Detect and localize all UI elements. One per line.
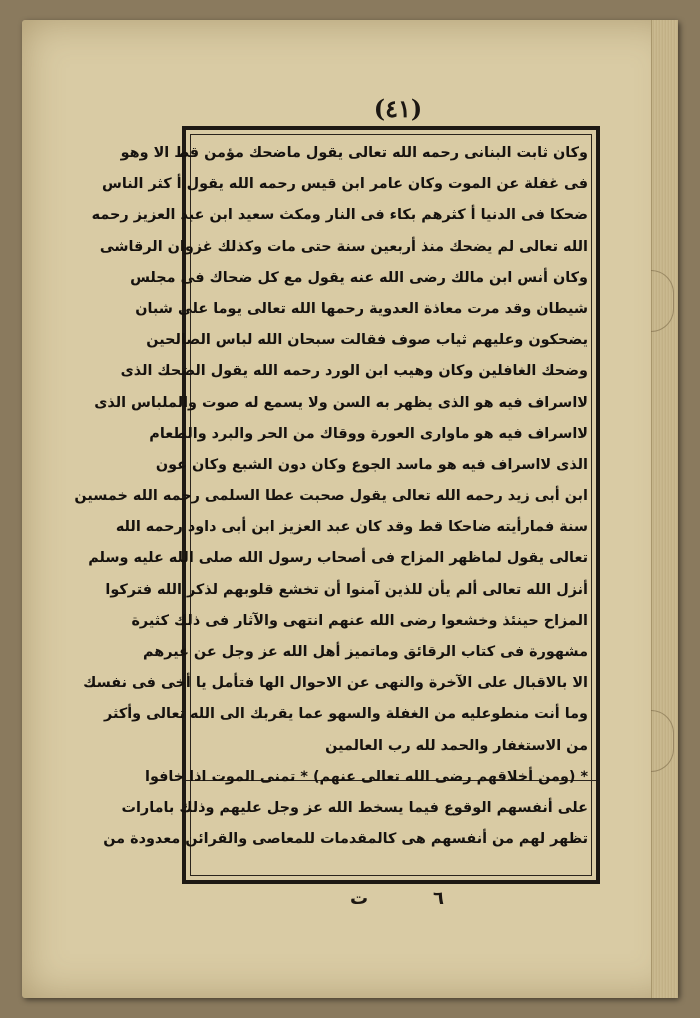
text-line: على أنفسهم الوقوع فيما يسخط الله عز وجل عليهم وذلك بامارات bbox=[121, 799, 588, 816]
text-line: يضحكون وعليهم ثياب صوف فقالت سبحان الله لباس الصالحين bbox=[146, 332, 588, 349]
text-line: وكان ثابت البنانى رحمه الله تعالى يقول ماضحك مؤمن قط الا وهو bbox=[120, 145, 588, 161]
text-line: من الاستغفار والحمد لله رب العالمين bbox=[325, 737, 588, 754]
text-line: مشهورة فى كتاب الرقائق وماتميز أهل الله عز وجل عن غيرهم bbox=[142, 644, 588, 660]
text-line: وكان أنس ابن مالك رضى الله عنه يقول مع كل ضحاك فى مجلس bbox=[130, 269, 588, 286]
text-line: أنزل الله تعالى ألم يأن للذين آمنوا أن تخشع قلوبهم لذكر الله فتركوا bbox=[105, 581, 588, 598]
text-line: شيطان وقد مرت معاذة العدوية رحمها الله تعالى يوما على شبان bbox=[135, 300, 588, 317]
text-line: لااسراف فيه هو ماوارى العورة ووقاك من الحر والبرد والطعام bbox=[149, 425, 588, 442]
text-block bbox=[74, 138, 592, 878]
text-line: فى غفلة عن الموت وكان عامر ابن قيس رحمه الله يقول أ كثر الناس bbox=[101, 176, 588, 193]
text-line: ابن أبى زيد رحمه الله تعالى يقول صحبت عطا السلمى رحمه الله خمسين bbox=[74, 488, 588, 505]
binding-thread bbox=[651, 270, 674, 332]
page-number: (٤١) bbox=[373, 94, 423, 123]
section-heading-line: * (ومن أخلاقهم رضى الله تعالى عنهم) * تمنى الموت اذا خافوا bbox=[145, 768, 588, 785]
text-line: تظهر لهم من أنفسهم هى كالمقدمات للمعاصى والقرائن معدودة من bbox=[103, 831, 588, 848]
text-line: سنة فمارأيته ضاحكا قط وقد كان عبد العزيز ابن أبى داود رحمه الله bbox=[115, 519, 588, 536]
text-line: الا بالاقبال على الآخرة والنهى عن الاحوال الها فتأمل يا أخى فى نفسك bbox=[83, 675, 588, 692]
text-line: الله تعالى لم يضحك منذ أربعين سنة حتى مات وكذلك غزوان الرقاشى bbox=[99, 238, 588, 255]
text-line: الذى لااسراف فيه هو ماسد الجوع وكان دون الشبع وكان عون bbox=[155, 456, 588, 473]
text-line: لااسراف فيه هو الذى يظهر به السن ولا يسمع له صوت والملباس الذى bbox=[94, 394, 588, 411]
text-line: ضحكا فى الدنيا أ كثرهم بكاء فى النار ومكث سعيد ابن عبد العزيز رحمه bbox=[91, 207, 588, 224]
binding-thread bbox=[651, 710, 674, 772]
signature-mark: ت bbox=[350, 888, 369, 909]
text-line: وما أنت منطوعليه من الغفلة والسهو عما يقربك الى الله تعالى وأكثر bbox=[104, 706, 588, 723]
text-line: وضحك الغافلين وكان وهيب ابن الورد رحمه الله يقول الضحك الذى bbox=[120, 363, 588, 380]
signature-number: ٦ bbox=[433, 888, 444, 909]
page-edge bbox=[651, 20, 678, 998]
text-line: المزاح حينئذ وخشعوا رضى الله عنهم انتهى والآثار فى ذلك كثيرة bbox=[131, 612, 588, 629]
text-line: تعالى يقول لماظهر المزاح فى أصحاب رسول الله صلى الله عليه وسلم bbox=[88, 550, 588, 567]
